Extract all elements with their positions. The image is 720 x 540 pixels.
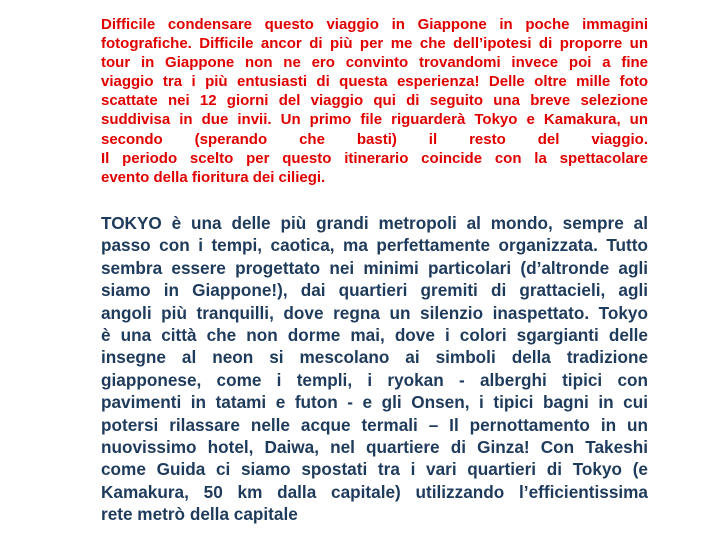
body-line: sembra essere progettato nei minimi particolari (d’altronde agli <box>101 257 648 278</box>
body-line: TOKYO è una delle più grandi metropoli al mondo, sempre al <box>101 213 648 233</box>
intro-line: tour in Giappone non ne ero convinto trovandomi invece poi a fine <box>101 54 648 72</box>
body-line: come Guida ci siamo spostati tra i vari quartieri di Tokyo (e <box>101 459 648 480</box>
intro-line: suddivisa in due invii. Un primo file riguarderà Tokyo e Kamakura, un <box>101 111 648 129</box>
intro-line: Il periodo scelto per questo itinerario coincide con la spettacolare <box>101 149 648 167</box>
intro-paragraph <box>101 15 648 187</box>
intro-line: viaggio tra i più entusiasti di questa esperienza! Delle oltre mille foto <box>101 73 648 91</box>
body-line: angoli più tranquilli, dove regna un silenzio inaspettato. Tokyo <box>101 302 648 323</box>
intro-line: scattate nei 12 giorni del viaggio qui di seguito una breve selezione <box>101 92 648 110</box>
intro-line: evento della fioritura dei ciliegi. <box>101 168 326 186</box>
body-line: rete metrò della capitale <box>101 504 298 525</box>
body-line: pavimenti in tatami e futon - e gli Onsen, i tipici bagni in cui <box>101 392 648 413</box>
intro-line: fotografiche. Difficile ancor di più per me che dell’ipotesi di proporre un <box>101 35 648 53</box>
intro-line: secondo (sperando che basti) il resto del viaggio. <box>101 130 648 148</box>
body-line: nuovissimo hotel, Daiwa, nel quartiere di Ginza! Con Takeshi <box>101 437 648 458</box>
intro-line: Difficile condensare questo viaggio in Giappone in poche immagini <box>101 16 648 33</box>
body-line: passo con i tempi, caotica, ma perfettamente organizzata. Tutto <box>101 235 648 256</box>
body-line: potersi rilassare nelle acque termali – Il pernottamento in un <box>101 414 648 435</box>
body-line: Kamakura, 50 km dalla capitale) utilizzando l’efficientissima <box>101 481 648 502</box>
tokyo-paragraph <box>101 212 648 526</box>
body-line: siamo in Giappone!), dai quartieri gremiti di grattacieli, agli <box>101 280 648 301</box>
body-line: è una città che non dorme mai, dove i colori sgargianti delle <box>101 325 648 346</box>
body-line: insegne al neon si mescolano ai simboli della tradizione <box>101 347 648 368</box>
body-line: giapponese, come i templi, i ryokan - alberghi tipici con <box>101 369 648 390</box>
